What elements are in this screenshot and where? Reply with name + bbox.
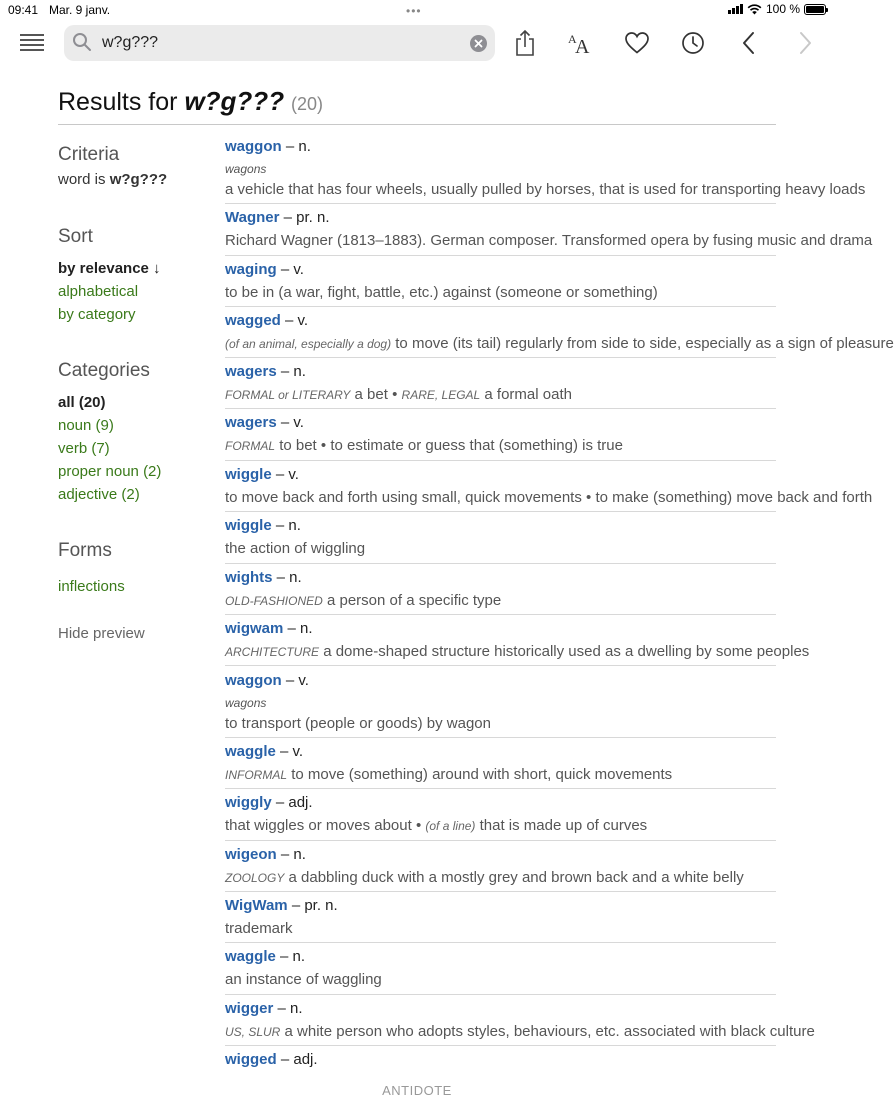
entry-definition [225, 592, 774, 609]
entry-pos: – adj. [275, 794, 313, 811]
entry-pos: – v. [285, 312, 309, 329]
entry-definition [225, 489, 873, 506]
criteria-value: w?g??? [109, 171, 168, 188]
list-item[interactable] [225, 209, 873, 256]
list-item[interactable] [225, 517, 776, 564]
results-title [58, 86, 323, 117]
usage-label: (of a line) [425, 819, 476, 833]
sense-separator: • [320, 437, 327, 454]
entry-headword [225, 363, 306, 380]
sort-alphabetical[interactable]: alphabetical [58, 283, 139, 300]
entry-form: wagons [225, 696, 267, 710]
forms-heading: Forms [58, 540, 112, 561]
results-prefix: Results for [58, 88, 178, 116]
footer-brand: ANTIDOTE [382, 1083, 452, 1098]
entry-pos: – v. [280, 743, 304, 760]
entry-headword [225, 138, 311, 155]
status-bar [0, 0, 834, 20]
entry-headword [225, 897, 338, 914]
categories-heading: Categories [58, 360, 150, 381]
usage-label: FORMAL [225, 439, 276, 453]
entry-word[interactable]: waggon [225, 672, 282, 689]
entry-definition [225, 766, 774, 783]
category-noun[interactable]: noun (9) [58, 417, 114, 434]
status-date: Mar. 9 janv. [49, 3, 111, 17]
entry-headword [225, 466, 299, 483]
entry-word[interactable]: waggle [225, 948, 276, 965]
category-proper-noun[interactable]: proper noun (2) [58, 463, 162, 480]
entry-definition [225, 869, 774, 886]
list-item[interactable] [225, 794, 776, 841]
entry-word[interactable]: wagers [225, 363, 277, 380]
forms-inflections-link[interactable]: inflections [58, 578, 125, 595]
entry-headword [225, 414, 304, 431]
entry-word[interactable]: wigeon [225, 846, 277, 863]
entry-pos: – n. [280, 948, 306, 965]
search-input[interactable] [102, 30, 462, 56]
definition-text: that wiggles or moves about [225, 817, 412, 834]
entry-definition [225, 817, 774, 834]
entry-pos: – v. [275, 466, 299, 483]
definition-text: to move back and forth using small, quick movements [225, 489, 582, 506]
sense-separator: • [586, 489, 592, 506]
definition-text: to move (something) around with short, quick movements [291, 766, 673, 783]
entry-headword [225, 672, 309, 689]
list-item[interactable] [225, 948, 776, 995]
entry-headword [225, 794, 313, 811]
usage-label: ZOOLOGY [225, 871, 285, 885]
entry-definition [225, 335, 894, 352]
results-count: (20) [291, 94, 324, 114]
entry-pos: – n. [275, 517, 301, 534]
definition-text: a white person who adopts styles, behaviours, etc. associated with black culture [284, 1023, 815, 1040]
entry-pos: – v. [280, 414, 304, 431]
heart-icon[interactable] [622, 28, 652, 58]
results-query: w?g??? [184, 86, 285, 116]
definition-text: a person of a specific type [326, 592, 502, 609]
wifi-icon [747, 4, 762, 15]
category-verb[interactable]: verb (7) [58, 440, 110, 457]
entry-pos: – n. [280, 846, 306, 863]
definition-text: that is made up of curves [479, 817, 648, 834]
forward-icon[interactable] [790, 28, 820, 58]
clear-search-icon[interactable] [470, 35, 487, 52]
svg-text:A: A [575, 36, 590, 58]
list-item[interactable] [225, 897, 776, 943]
entry-definition [225, 386, 774, 403]
list-item[interactable] [225, 414, 776, 461]
toolbar [0, 22, 834, 64]
entry-definition [225, 437, 774, 454]
entry-word[interactable]: waggon [225, 138, 282, 155]
list-item[interactable] [225, 846, 776, 892]
usage-label: INFORMAL [225, 768, 288, 782]
entry-word[interactable]: wiggle [225, 466, 272, 483]
multitask-dots[interactable]: ••• [406, 4, 422, 18]
entry-definition: an instance of waggling [225, 971, 382, 988]
svg-text:A: A [568, 32, 577, 46]
entry-definition: the action of wiggling [225, 540, 366, 557]
entry-pos: – adj. [280, 1051, 318, 1068]
battery-percent: 100 % [765, 2, 800, 16]
entry-word[interactable]: waggle [225, 743, 276, 760]
list-item[interactable] [225, 1051, 776, 1075]
entry-headword [225, 743, 303, 760]
usage-label: ARCHITECTURE [225, 645, 320, 659]
entry-headword [225, 569, 302, 586]
entry-headword [225, 517, 301, 534]
definition-text: a dabbling duck with a mostly grey and brown back and a white belly [288, 869, 744, 886]
search-icon [72, 32, 92, 52]
list-item[interactable] [225, 363, 776, 409]
list-item[interactable] [225, 743, 776, 789]
usage-label: OLD-FASHIONED [225, 594, 323, 608]
list-item[interactable] [225, 138, 866, 204]
entry-pos: – n. [285, 138, 311, 155]
sort-heading: Sort [58, 226, 93, 247]
entry-definition: to transport (people or goods) by wagon [225, 715, 491, 732]
entry-word[interactable]: wigwam [225, 620, 284, 637]
definition-text: to estimate or guess that (something) is true [330, 437, 623, 454]
usage-label: RARE, LEGAL [401, 388, 481, 402]
battery-icon [804, 4, 826, 15]
criteria-prefix: word is [58, 171, 106, 188]
list-item[interactable] [225, 466, 873, 512]
category-adjective[interactable]: adjective (2) [58, 486, 140, 503]
sort-by-relevance[interactable]: by relevance ↓ [58, 260, 161, 277]
entry-word[interactable]: WigWam [225, 897, 288, 914]
entry-pos: – n. [277, 1000, 303, 1017]
definition-text: a formal oath [484, 386, 572, 403]
status-indicators [728, 2, 826, 16]
entry-headword [225, 846, 306, 863]
entry-headword [225, 1051, 318, 1068]
entry-headword [225, 1000, 303, 1017]
sense-separator: • [415, 817, 422, 834]
entry-word[interactable]: wigger [225, 1000, 274, 1017]
list-item[interactable] [225, 569, 776, 615]
sort-by-category[interactable]: by category [58, 306, 136, 323]
entry-headword [225, 620, 313, 637]
entry-pos: – pr. n. [283, 209, 330, 226]
entry-definition [225, 643, 810, 660]
entry-form: wagons [225, 162, 267, 176]
hide-preview-button[interactable]: Hide preview [58, 625, 145, 642]
entry-word[interactable]: wiggly [225, 794, 272, 811]
text-size-icon[interactable] [566, 28, 596, 58]
criteria-line [58, 171, 167, 188]
entry-definition: to be in (a war, fight, battle, etc.) against (someone or something) [225, 284, 658, 301]
share-icon[interactable] [510, 28, 540, 58]
list-item[interactable] [225, 620, 810, 666]
list-item[interactable] [225, 312, 894, 358]
category-all[interactable]: all (20) [58, 394, 106, 411]
entry-pos: – n. [276, 569, 302, 586]
definition-text: to make (something) move back and forth [595, 489, 873, 506]
definition-text: to bet [279, 437, 317, 454]
entry-word[interactable]: waging [225, 261, 277, 278]
definition-text: to move (its tail) regularly from side to side, especially as a sign of pleasure [395, 335, 894, 352]
entry-word[interactable]: wigged [225, 1051, 277, 1068]
list-item[interactable] [225, 261, 776, 307]
search-bar[interactable] [64, 25, 495, 61]
list-item[interactable] [225, 1000, 815, 1046]
entry-pos: – n. [280, 363, 306, 380]
usage-label: (of an animal, especially a dog) [225, 337, 392, 351]
history-icon[interactable] [678, 28, 708, 58]
entry-definition: Richard Wagner (1813–1883). German composer. Transformed opera by fusing music and drama [225, 232, 873, 249]
entry-word[interactable]: wagged [225, 312, 281, 329]
entry-pos: – v. [280, 261, 304, 278]
usage-label: US, SLUR [225, 1025, 281, 1039]
entry-word[interactable]: wagers [225, 414, 277, 431]
status-time: 09:41 [8, 3, 39, 17]
back-icon[interactable] [734, 28, 764, 58]
signal-icon [728, 4, 743, 14]
entry-pos: – n. [287, 620, 313, 637]
entry-word[interactable]: wights [225, 569, 273, 586]
entry-pos: – pr. n. [291, 897, 338, 914]
entry-definition: a vehicle that has four wheels, usually pulled by horses, that is used for transporting heavy loads [225, 181, 866, 198]
criteria-heading: Criteria [58, 144, 120, 165]
entry-pos: – v. [285, 672, 309, 689]
entry-headword [225, 261, 304, 278]
entry-word[interactable]: wiggle [225, 517, 272, 534]
entry-headword [225, 312, 308, 329]
sense-separator: • [392, 386, 398, 403]
definition-text: a bet [354, 386, 388, 403]
list-item[interactable] [225, 672, 776, 738]
definition-text: a dome-shaped structure historically used as a dwelling by some peoples [323, 643, 810, 660]
title-divider [58, 124, 776, 125]
entry-definition [225, 1023, 815, 1040]
entry-headword [225, 948, 305, 965]
entry-headword [225, 209, 330, 226]
usage-label: FORMAL or LITERARY [225, 388, 351, 402]
entry-definition: trademark [225, 920, 293, 937]
menu-icon[interactable] [20, 34, 44, 52]
entry-word[interactable]: Wagner [225, 209, 280, 226]
